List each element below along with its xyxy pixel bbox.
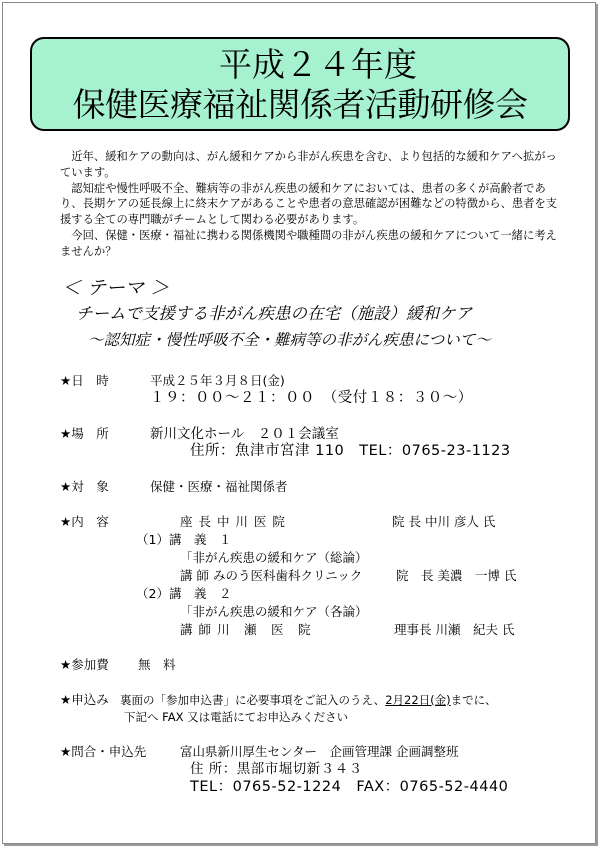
venue-address: 住所：魚津市宮津 110 TEL：0765-23-1123 (190, 443, 511, 459)
apply-deadline: 2月22日(金) (385, 693, 451, 707)
chair-role: 座 長 中 川 医 院 (180, 514, 286, 529)
lecture-2-title: （2）講 義 ２ (136, 586, 232, 601)
theme-heading: ＜ テーマ ＞ (62, 277, 170, 299)
date-label: ★日 時 (60, 373, 109, 388)
contact-label: ★問合・申込先 (60, 744, 147, 759)
venue-name: 新川文化ホール ２０１会議室 (150, 426, 339, 442)
target-value: 保健・医療・福祉関係者 (150, 479, 288, 494)
intro-text (60, 149, 560, 260)
theme-subtitle: ～認知症・慢性呼吸不全・難病等の非がん疾患について～ (88, 331, 491, 349)
theme-title: チームで支援する非がん疾患の在宅（施設）緩和ケア (76, 304, 472, 323)
title-year: 平成２４年度 (219, 45, 417, 84)
target-label: ★対 象 (60, 479, 109, 494)
fee-label: ★参加費 (60, 657, 109, 672)
lecture-1-lecturer: 講 師 みのう医科歯科クリニック (180, 568, 363, 583)
contact-org: 富山県新川厚生センター 企画管理課 企画調整班 (180, 744, 459, 759)
lecture-2-name: 理事長 川瀬 紀夫 氏 (394, 622, 515, 637)
title-banner (30, 37, 570, 131)
lecture-1-topic: 「非がん疾患の緩和ケア（総論） (180, 550, 368, 565)
contact-phone-fax: TEL：0765-52-1224 FAX：0765-52-4440 (190, 779, 509, 795)
intro-paragraph-3: 今回、保健・医療・福祉に携わる関係機関や職種間の非がん疾患の緩和ケアについて一緒に考えませんか？ (60, 228, 557, 258)
lecture-1-name: 院 長 美濃 一博 氏 (396, 568, 517, 583)
contact-address: 住 所：黒部市堀切新３４３ (190, 761, 363, 777)
intro-paragraph-1: 近年、緩和ケアの動向は、がん緩和ケアから非がん疾患を含む、より包括的な緩和ケアへ拡がっています。 (60, 150, 557, 179)
lecture-1-title: （1）講 義 １ (136, 532, 232, 547)
chair-name: 院 長 中川 彦人 氏 (392, 514, 496, 529)
date-value: 平成２５年３月８日(金) (150, 373, 285, 388)
intro-paragraph-2: 認知症や慢性呼吸不全、難病等の非がん疾患の緩和ケアにおいては、患者の多くが高齢者であり、長期ケアの延長線上に終末ケアがあることや患者の意思確認が困難などの特徴から、患者を支援する全ての専門職がチームとして関わる必要があります。 (60, 181, 558, 227)
fee-value: 無 料 (138, 657, 176, 672)
title-main: 保健医療福祉関係者活動研修会 (72, 85, 528, 124)
apply-text: 裏面の「参加申込書」に必要事項をご記入のうえ、 (120, 693, 386, 707)
content-label: ★内 容 (60, 514, 109, 529)
lecture-2-lecturer: 講 師 川 瀬 医 院 (180, 622, 312, 637)
apply-text-end: までに、 (450, 693, 497, 707)
venue-label: ★場 所 (60, 426, 109, 441)
lecture-2-topic: 「非がん疾患の緩和ケア（各論） (180, 604, 368, 619)
time-value: １９：００～２１：００ （受付１８：３０～） (150, 390, 473, 406)
apply-label: ★申込み (60, 692, 109, 707)
apply-line-2: 下記へ FAX 又は電話にてお申込みください (124, 710, 349, 724)
